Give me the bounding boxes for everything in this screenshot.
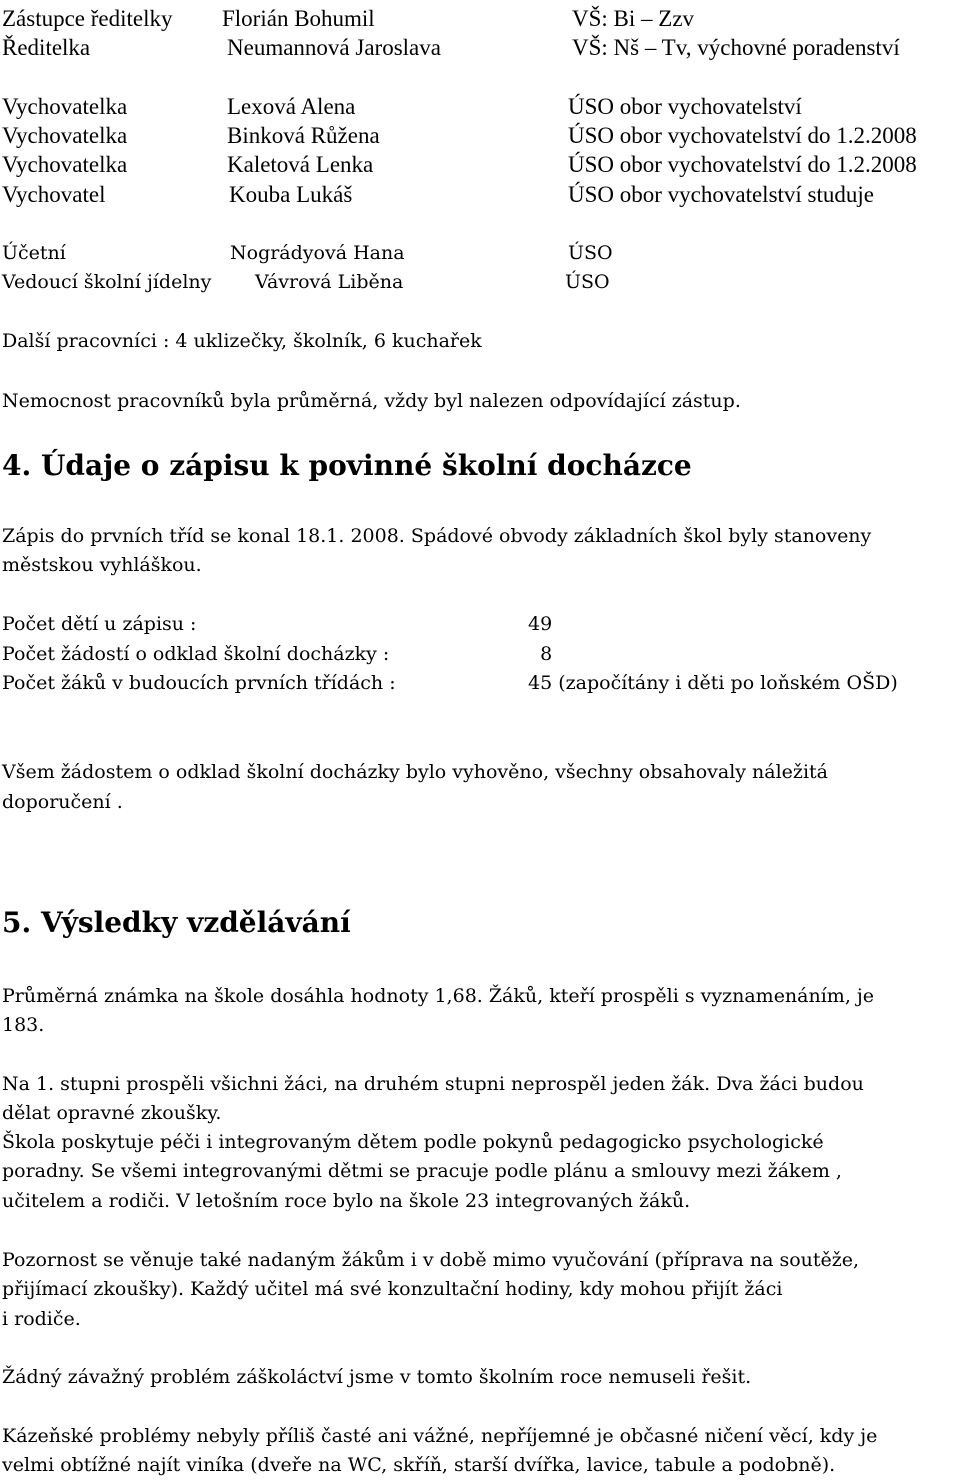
paragraph-text: Škola poskytuje péči i integrovaným dětem podle pokynů pedagogicko psychologické bbox=[2, 1131, 824, 1153]
staff-qualification: VŠ: Bi – Zzv bbox=[572, 6, 695, 31]
stat-label: Počet žáků v budoucích prvních třídách : bbox=[2, 672, 396, 694]
staff-qualification: ÚSO bbox=[568, 242, 613, 264]
paragraph-text: 183. bbox=[2, 1014, 45, 1036]
paragraph-text: dělat opravné zkoušky. bbox=[2, 1102, 222, 1124]
section-5-heading: 5. Výsledky vzdělávání bbox=[2, 906, 351, 939]
staff-qualification: VŠ: Nš – Tv, výchovné poradenství bbox=[572, 35, 900, 60]
staff-name: Neumannová Jaroslava bbox=[227, 35, 441, 60]
staff-role: Vychovatelka bbox=[2, 94, 128, 119]
staff-role: Vychovatelka bbox=[2, 152, 128, 177]
paragraph-text: Na 1. stupni prospěli všichni žáci, na druhém stupni neprospěl jeden žák. Dva žáci budou bbox=[2, 1073, 864, 1095]
paragraph-text: Průměrná známka na škole dosáhla hodnoty 1,68. Žáků, kteří prospěli s vyznamenáním, je bbox=[2, 985, 875, 1007]
staff-name: Binková Růžena bbox=[227, 123, 380, 148]
stat-value: 49 bbox=[528, 613, 553, 635]
paragraph-text: poradny. Se všemi integrovanými dětmi se pracuje podle plánu a smlouvy mezi žákem , bbox=[2, 1160, 842, 1182]
sickness-note: Nemocnost pracovníků byla průměrná, vždy byl nalezen odpovídající zástup. bbox=[2, 390, 741, 412]
staff-name: Florián Bohumil bbox=[222, 6, 375, 31]
staff-role: Ředitelka bbox=[2, 35, 91, 60]
staff-name: Lexová Alena bbox=[227, 94, 356, 119]
stat-value: 45 (započítány i děti po loňském OŠD) bbox=[528, 672, 898, 694]
section-4-heading: 4. Údaje o zápisu k povinné školní docházce bbox=[2, 449, 692, 482]
stat-label: Počet dětí u zápisu : bbox=[2, 613, 197, 635]
section-4-intro: Zápis do prvních tříd se konal 18.1. 2008. Spádové obvody základních škol byly stanoveny bbox=[2, 525, 872, 547]
staff-role: Vedoucí školní jídelny bbox=[2, 271, 212, 293]
staff-name: Vávrová Liběna bbox=[255, 271, 404, 293]
staff-role: Vychovatelka bbox=[2, 123, 128, 148]
staff-qualification: ÚSO obor vychovatelství studuje bbox=[568, 182, 874, 207]
section-4-note: Všem žádostem o odklad školní docházky bylo vyhověno, všechny obsahovaly náležitá bbox=[2, 761, 828, 783]
staff-role: Účetní bbox=[2, 242, 66, 264]
paragraph-text: přijímací zkoušky). Každý učitel má své konzultační hodiny, kdy mohou přijít žáci bbox=[2, 1278, 783, 1300]
stat-label: Počet žádostí o odklad školní docházky : bbox=[2, 643, 390, 665]
paragraph-text: učitelem a rodiči. V letošním roce bylo na škole 23 integrovaných žáků. bbox=[2, 1190, 691, 1212]
staff-qualification: ÚSO obor vychovatelství do 1.2.2008 bbox=[568, 123, 917, 148]
staff-qualification: ÚSO obor vychovatelství do 1.2.2008 bbox=[568, 152, 917, 177]
staff-name: Kaletová Lenka bbox=[227, 152, 374, 177]
staff-qualification: ÚSO obor vychovatelství bbox=[568, 94, 802, 119]
paragraph-text: Kázeňské problémy nebyly příliš časté ani vážné, nepříjemné je občasné ničení věcí, kdy je bbox=[2, 1425, 878, 1447]
stat-value: 8 bbox=[528, 643, 553, 665]
staff-name: Kouba Lukáš bbox=[229, 182, 353, 207]
staff-role: Vychovatel bbox=[2, 182, 106, 207]
staff-qualification: ÚSO bbox=[565, 271, 610, 293]
other-workers-text: Další pracovníci : 4 uklizečky, školník, 6 kuchařek bbox=[2, 330, 482, 352]
section-4-intro: městskou vyhláškou. bbox=[2, 554, 202, 576]
staff-role: Zástupce ředitelky bbox=[2, 6, 173, 31]
paragraph-text: velmi obtížné najít viníka (dveře na WC, skříň, starší dvířka, lavice, tabule a podobně). bbox=[2, 1454, 836, 1476]
staff-name: Nográdyová Hana bbox=[230, 242, 405, 264]
paragraph-text: Pozornost se věnuje také nadaným žákům i v době mimo vyučování (příprava na soutěže, bbox=[2, 1249, 860, 1271]
paragraph-text: Žádný závažný problém záškoláctví jsme v tomto školním roce nemuseli řešit. bbox=[2, 1366, 752, 1388]
section-4-note: doporučení . bbox=[2, 791, 123, 813]
paragraph-text: i rodiče. bbox=[2, 1308, 81, 1330]
